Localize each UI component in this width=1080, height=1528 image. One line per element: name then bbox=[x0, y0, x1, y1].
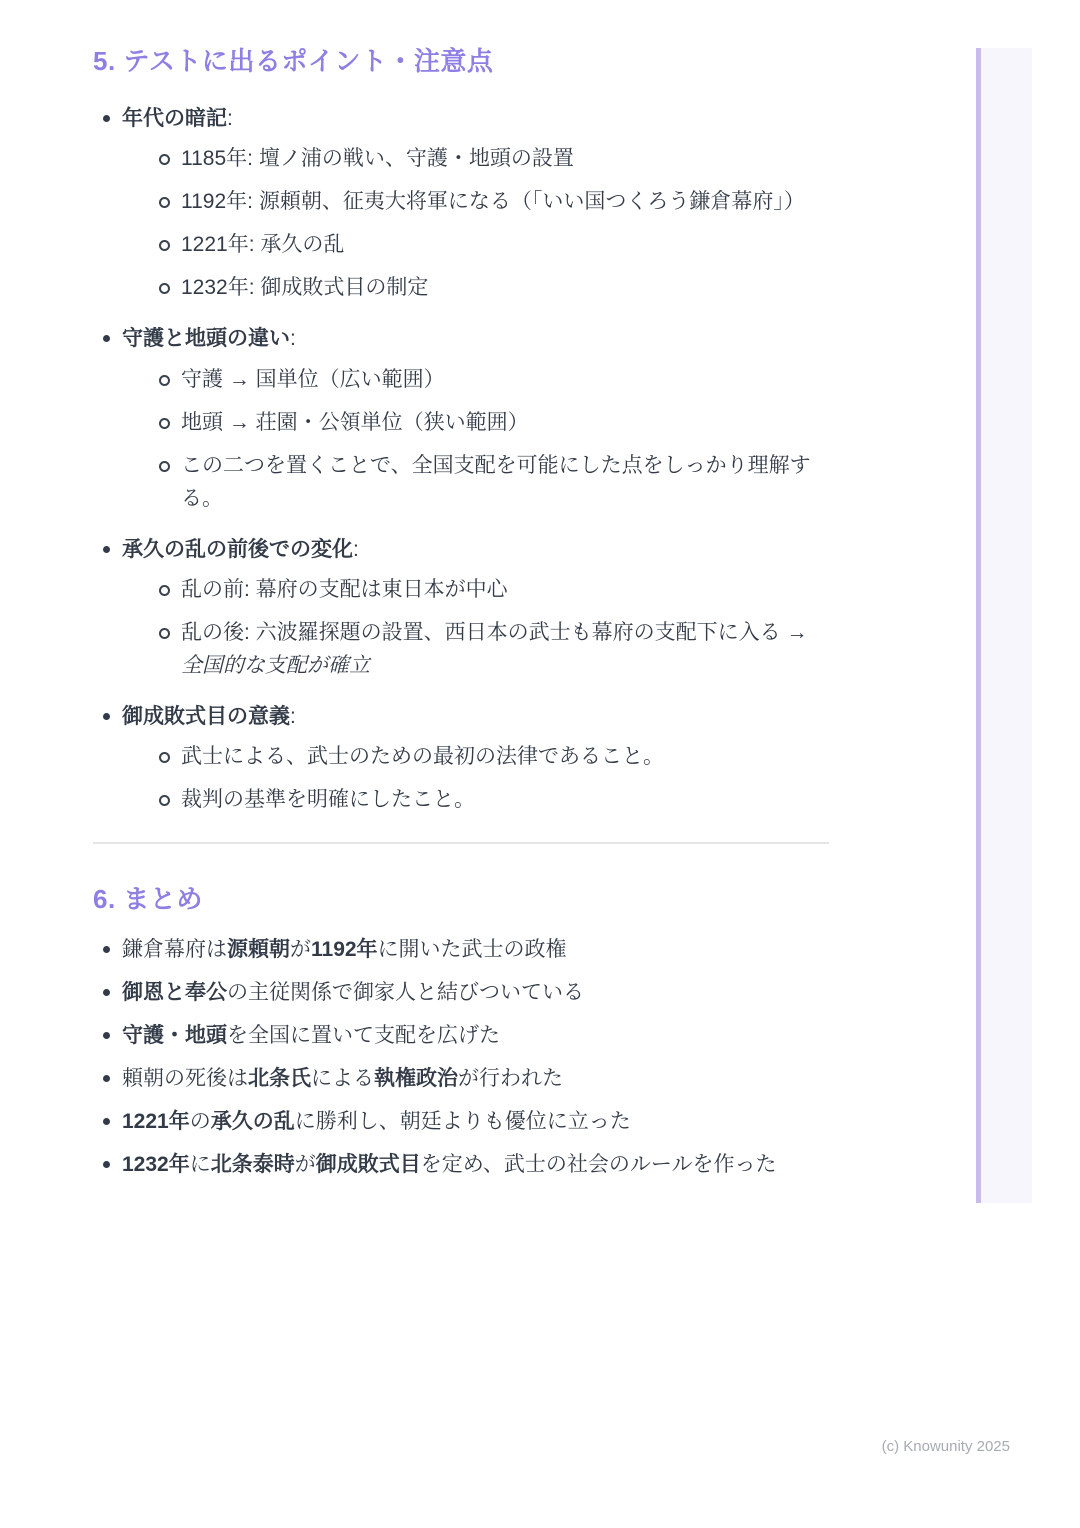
bullet-circle-icon bbox=[159, 375, 170, 386]
sub-list bbox=[159, 363, 829, 515]
bullet-circle-icon bbox=[159, 628, 170, 639]
sub-list bbox=[159, 142, 829, 304]
bullet-dot-icon bbox=[103, 1075, 110, 1082]
summary-list bbox=[93, 933, 829, 1181]
bullet-dot-icon bbox=[103, 115, 110, 122]
summary-item: 守護・地頭を全国に置いて支配を広げた bbox=[93, 1019, 829, 1052]
bullet-dot-icon bbox=[103, 713, 110, 720]
list-item-goseibai-meaning bbox=[93, 703, 829, 816]
sub-list-item: 乱の後: 六波羅探題の設置、西日本の武士も幕府の支配下に入る → 全国的な支配が確立 bbox=[159, 616, 829, 682]
sub-list-item: 裁判の基準を明確にしたこと。 bbox=[159, 783, 829, 816]
sub-list-item: 守護 → 国単位（広い範囲） bbox=[159, 363, 829, 396]
bullet-dot-icon bbox=[103, 1161, 110, 1168]
sub-list-item: 1232年: 御成敗式目の制定 bbox=[159, 271, 829, 304]
bullet-circle-icon bbox=[159, 283, 170, 294]
notes-content bbox=[93, 46, 829, 1181]
list-item-shugo-jito bbox=[93, 325, 829, 514]
section-divider bbox=[93, 842, 829, 844]
summary-item: 1232年に北条泰時が御成敗式目を定め、武士の社会のルールを作った bbox=[93, 1148, 829, 1181]
sub-list-item: 1221年: 承久の乱 bbox=[159, 228, 829, 261]
list-item-dates bbox=[93, 105, 829, 304]
sub-list-item: 乱の前: 幕府の支配は東日本が中心 bbox=[159, 573, 829, 606]
bullet-circle-icon bbox=[159, 240, 170, 251]
section-5-list bbox=[93, 105, 829, 816]
list-item-jokyu-change bbox=[93, 536, 829, 682]
bullet-dot-icon bbox=[103, 946, 110, 953]
section-5-heading: 5. テストに出るポイント・注意点 bbox=[93, 46, 494, 76]
bullet-dot-icon bbox=[103, 1118, 110, 1125]
sub-list-item: 1185年: 壇ノ浦の戦い、守護・地頭の設置 bbox=[159, 142, 829, 175]
summary-item: 1221年の承久の乱に勝利し、朝廷よりも優位に立った bbox=[93, 1105, 829, 1138]
bullet-dot-icon bbox=[103, 989, 110, 996]
bullet-circle-icon bbox=[159, 585, 170, 596]
sub-list bbox=[159, 740, 829, 816]
bullet-circle-icon bbox=[159, 418, 170, 429]
next-page-edge bbox=[976, 48, 1032, 1203]
list-item-title: 御成敗式目の意義: bbox=[122, 705, 296, 729]
sub-list-item: 地頭 → 荘園・公領単位（狭い範囲） bbox=[159, 406, 829, 439]
bullet-circle-icon bbox=[159, 795, 170, 806]
sub-list bbox=[159, 573, 829, 682]
bullet-dot-icon bbox=[103, 1032, 110, 1039]
sub-list-item: 武士による、武士のための最初の法律であること。 bbox=[159, 740, 829, 773]
summary-item: 鎌倉幕府は源頼朝が1192年に開いた武士の政権 bbox=[93, 933, 829, 966]
bullet-dot-icon bbox=[103, 335, 110, 342]
summary-item: 頼朝の死後は北条氏による執権政治が行われた bbox=[93, 1062, 829, 1095]
sub-list-item: この二つを置くことで、全国支配を可能にした点をしっかり理解する。 bbox=[159, 449, 829, 515]
bullet-circle-icon bbox=[159, 752, 170, 763]
sub-list-item: 1192年: 源頼朝、征夷大将軍になる（「いい国つくろう鎌倉幕府」） bbox=[159, 185, 829, 218]
list-item-title: 年代の暗記: bbox=[122, 107, 233, 131]
bullet-circle-icon bbox=[159, 197, 170, 208]
summary-item: 御恩と奉公の主従関係で御家人と結びついている bbox=[93, 976, 829, 1009]
list-item-title: 承久の乱の前後での変化: bbox=[122, 537, 359, 561]
bullet-circle-icon bbox=[159, 461, 170, 472]
section-6-heading: 6. まとめ bbox=[93, 884, 203, 915]
bullet-dot-icon bbox=[103, 546, 110, 553]
bullet-circle-icon bbox=[159, 154, 170, 165]
copyright-label: (c) Knowunity 2025 bbox=[881, 1438, 1010, 1455]
list-item-title: 守護と地頭の違い: bbox=[122, 327, 296, 351]
